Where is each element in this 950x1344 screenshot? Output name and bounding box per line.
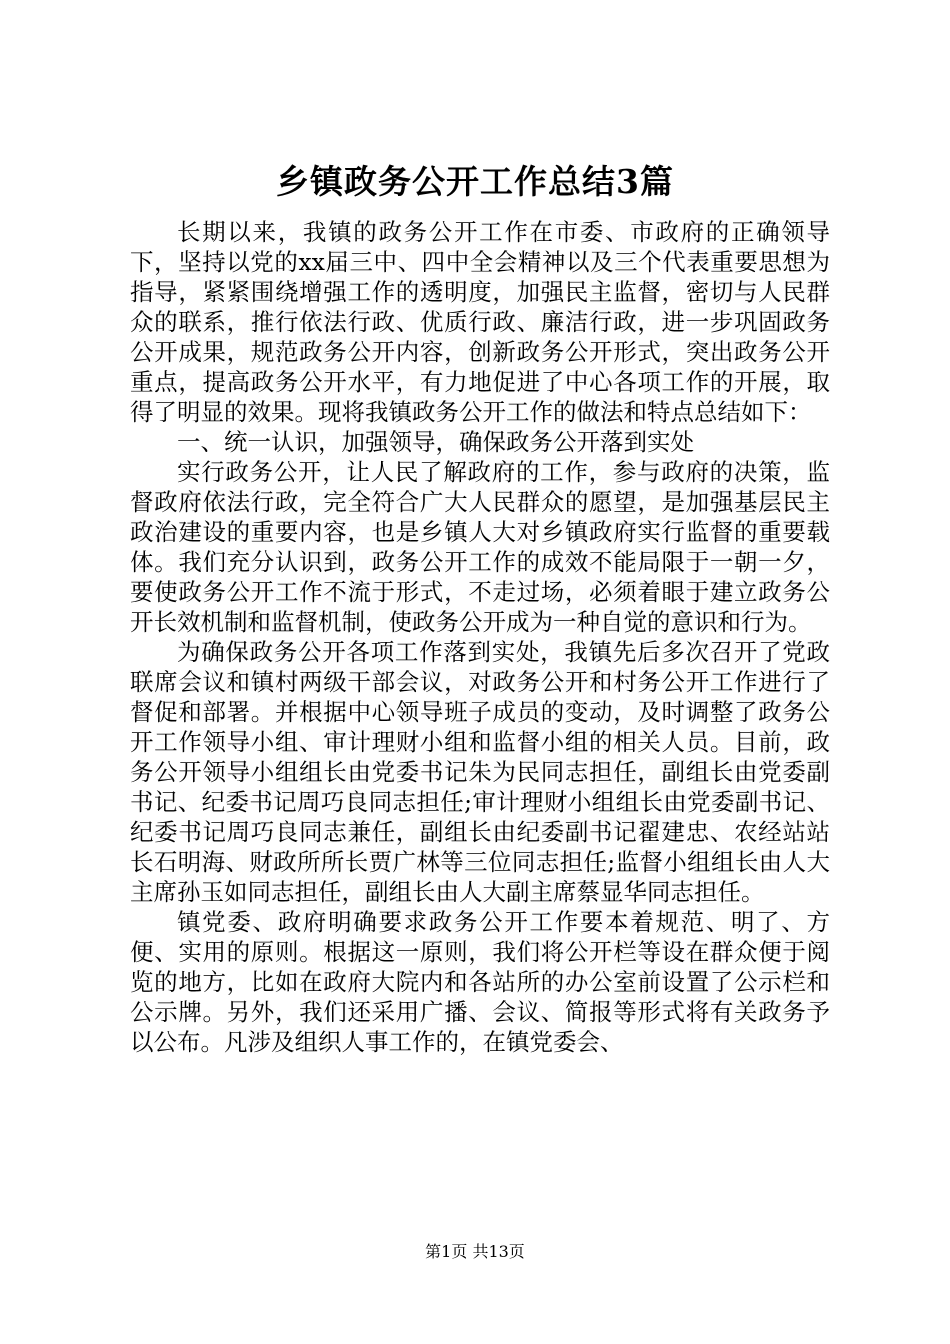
document-body [130,217,830,1057]
page-number-footer: 第1页 共13页 [425,1242,525,1261]
paragraph-2: 实行政务公开，让人民了解政府的工作，参与政府的决策，监督政府依法行政，完全符合广大人民群众的愿望，是加强基层民主政治建设的重要内容，也是乡镇人大对乡镇政府实行监督的重要载体。我们充分认识到，政务公开工作的成效不能局限于一朝一夕，要使政务公开工作不流于形式，不走过场，必须着眼于建立政务公开长效机制和监督机制，使政务公开成为一种自觉的意识和行为。 [130,458,830,636]
paragraph-4: 镇党委、政府明确要求政务公开工作要本着规范、明了、方便、实用的原则。根据这一原则，我们将公开栏等设在群众便于阅览的地方，比如在政府大院内和各站所的办公室前设置了公示栏和公示牌。另外，我们还采用广播、会议、简报等形式将有关政务予以公布。凡涉及组织人事工作的，在镇党委会、 [130,908,830,1056]
paragraph-3: 为确保政务公开各项工作落到实处，我镇先后多次召开了党政联席会议和镇村两级干部会议，对政务公开和村务公开工作进行了督促和部署。并根据中心领导班子成员的变动，及时调整了政务公开工作领导小组、审计理财小组和监督小组的相关人员。目前，政务公开领导小组组长由党委书记朱为民同志担任，副组长由党委副书记、纪委书记周巧良同志担任;审计理财小组组长由党委副书记、纪委书记周巧良同志兼任，副组长由纪委副书记翟建忠、农经站站长石明海、财政所所长贾广林等三位同志担任;监督小组组长由人大主席孙玉如同志担任，副组长由人大副主席蔡显华同志担任。 [130,638,830,906]
document-title: 乡镇政务公开工作总结3篇 [276,162,674,201]
section-heading-1: 一、统一认识，加强领导，确保政务公开落到实处 [177,428,694,456]
paragraph-intro: 长期以来，我镇的政务公开工作在市委、市政府的正确领导下，坚持以党的xx届三中、四中全会精神以及三个代表重要思想为指导，紧紧围绕增强工作的透明度，加强民主监督，密切与人民群众的联系，推行依法行政、优质行政、廉洁行政，进一步巩固政务公开成果，规范政务公开内容，创新政务公开形式，突出政务公开重点，提高政务公开水平，有力地促进了中心各项工作的开展，取得了明显的效果。现将我镇政务公开工作的做法和特点总结如下： [130,218,830,426]
